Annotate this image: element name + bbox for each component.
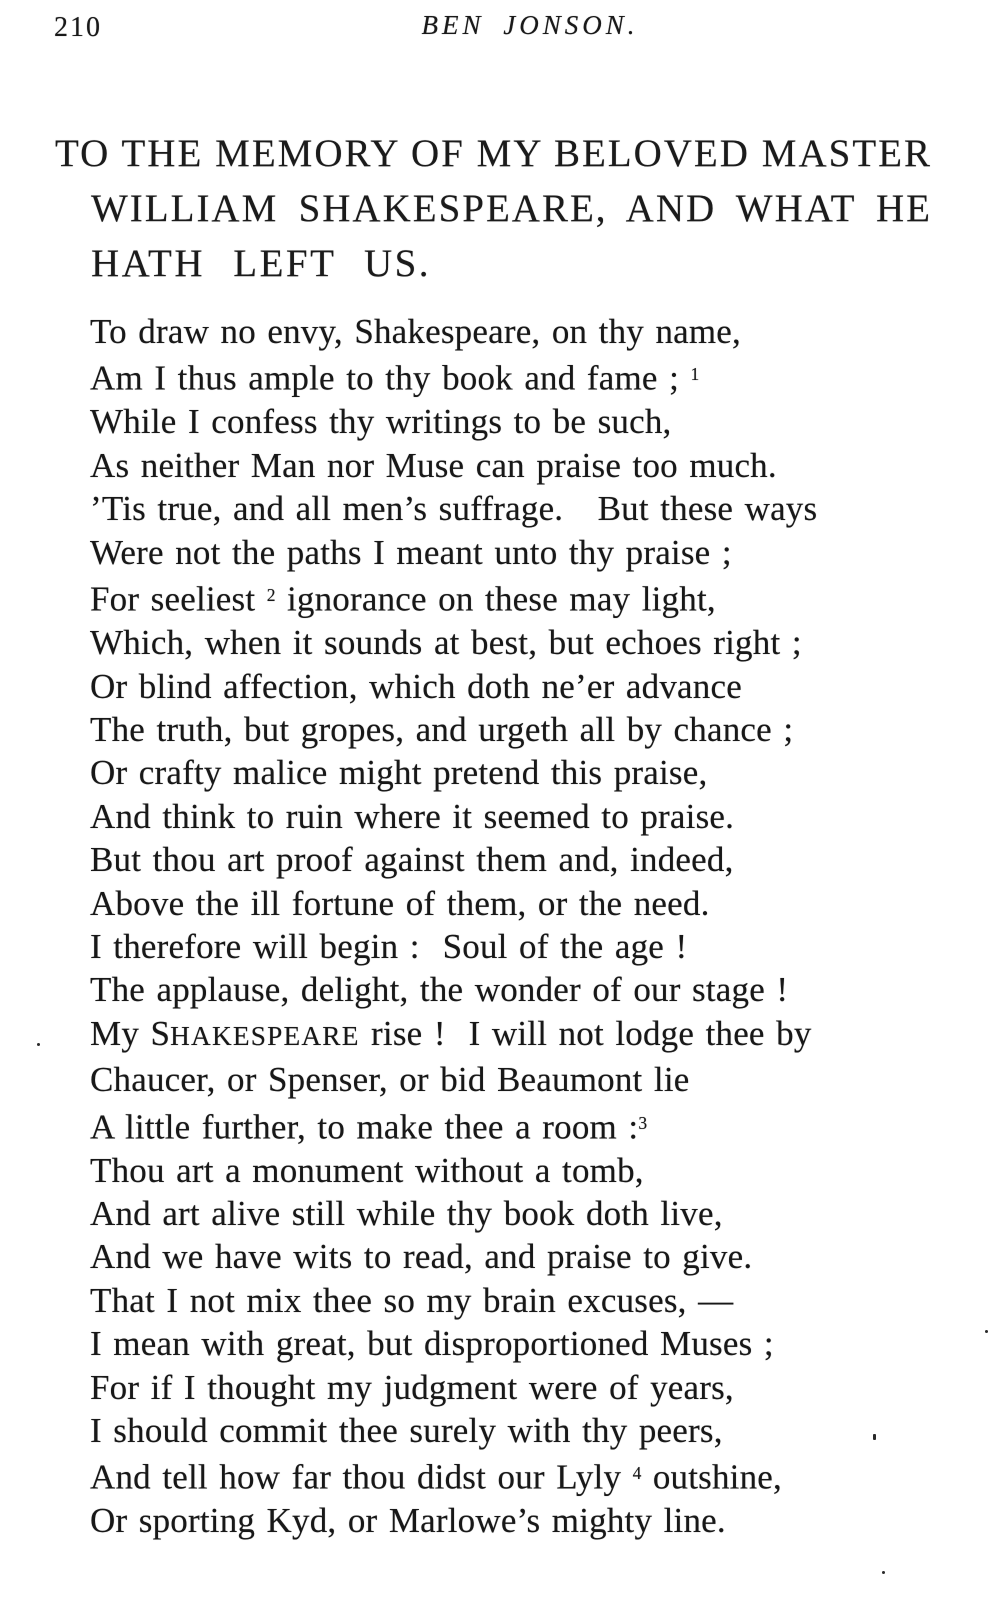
- poem-text: Which, when it sounds at best, but echoes right ;: [90, 623, 802, 663]
- poem-line: [90, 1409, 960, 1452]
- poem-line: [90, 1366, 960, 1409]
- footnote-marker: 4: [632, 1463, 642, 1484]
- poem-line: [90, 708, 960, 751]
- poem-line: [90, 400, 960, 443]
- poem-line: [90, 925, 960, 968]
- poem: [90, 310, 960, 1543]
- poem-title: [55, 126, 932, 291]
- poem-text: Thou art a monument without a tomb,: [90, 1150, 644, 1190]
- page-number: 210: [54, 12, 102, 43]
- poem-line: [90, 621, 960, 664]
- poem-line: [90, 1279, 960, 1322]
- poem-line: [90, 1149, 960, 1192]
- poem-line: [90, 1499, 960, 1542]
- poem-text: And tell how far thou didst our Lyly: [90, 1458, 633, 1498]
- poem-text: The truth, but gropes, and urgeth all by chance ;: [90, 709, 794, 749]
- poem-line: [90, 968, 960, 1011]
- running-header: [0, 10, 1000, 50]
- footnote-marker: 3: [638, 1112, 648, 1133]
- poem-text: And think to ruin where it seemed to praise.: [90, 796, 735, 836]
- poem-text: ’Tis true, and all men’s suffrage. But these ways: [90, 489, 818, 529]
- poem-line: [90, 1322, 960, 1365]
- poem-text: Were not the paths I meant unto thy praise ;: [90, 532, 732, 572]
- smallcaps-text: HAKESPEARE: [170, 1020, 360, 1051]
- poem-text: As neither Man nor Muse can praise too much.: [90, 445, 777, 485]
- poem-text: outshine,: [641, 1458, 782, 1498]
- poem-text: But thou art proof against them and, indeed,: [90, 840, 734, 880]
- poem-line: [90, 444, 960, 487]
- scan-speck: [37, 1043, 40, 1046]
- poem-text: My S: [90, 1013, 171, 1053]
- poem-line: [90, 310, 960, 353]
- poem-line: [90, 487, 960, 530]
- poem-text: A little further, to make thee a room :: [90, 1107, 639, 1147]
- poem-text: I therefore will begin : Soul of the age !: [90, 926, 688, 966]
- poem-line: [90, 882, 960, 925]
- poem-line: [90, 751, 960, 794]
- running-header-title: BEN JONSON.: [421, 10, 639, 40]
- poem-text: That I not mix thee so my brain excuses, —: [90, 1280, 734, 1320]
- poem-line: [90, 795, 960, 838]
- poem-text: rise ! I will not lodge thee by: [359, 1013, 812, 1053]
- poem-line: [90, 353, 960, 400]
- poem-text: Am I thus ample to thy book and fame ;: [90, 359, 691, 399]
- poem-text: For seeliest: [90, 579, 267, 619]
- poem-line: [90, 1192, 960, 1235]
- poem-text: Or crafty malice might pretend this praise,: [90, 753, 708, 793]
- poem-text: Chaucer, or Spenser, or bid Beaumont lie: [90, 1060, 690, 1100]
- poem-line: [90, 1235, 960, 1278]
- poem-line: [90, 1012, 960, 1058]
- poem-line: [90, 1102, 960, 1149]
- scan-speck: [985, 1330, 988, 1333]
- scan-speck: [882, 1571, 885, 1574]
- footnote-marker: 1: [690, 364, 700, 385]
- footnote-marker: 2: [266, 585, 276, 606]
- poem-text: I mean with great, but disproportioned Muses ;: [90, 1324, 774, 1364]
- poem-title-line-2: WILLIAM SHAKESPEARE, AND WHAT HE: [91, 187, 932, 230]
- scan-speck: [873, 1434, 876, 1440]
- poem-line: [90, 665, 960, 708]
- poem-line: [90, 531, 960, 574]
- poem-title-line-1: TO THE MEMORY OF MY BELOVED MASTER: [55, 132, 932, 175]
- poem-text: To draw no envy, Shakespeare, on thy name,: [90, 312, 741, 351]
- poem-text: Or sporting Kyd, or Marlowe’s mighty line.: [90, 1501, 726, 1541]
- poem-text: And we have wits to read, and praise to give.: [90, 1237, 753, 1277]
- poem-line: [90, 838, 960, 881]
- poem-text: Or blind affection, which doth ne’er advance: [90, 666, 742, 706]
- poem-text: For if I thought my judgment were of years,: [90, 1367, 734, 1407]
- poem-text: ignorance on these may light,: [275, 579, 716, 619]
- poem-text: The applause, delight, the wonder of our stage !: [90, 970, 789, 1010]
- poem-text: And art alive still while thy book doth live,: [90, 1194, 723, 1233]
- poem-line: [90, 574, 960, 621]
- poem-text: I should commit thee surely with thy peers,: [90, 1411, 723, 1451]
- poem-title-line-3: HATH LEFT US.: [91, 242, 432, 285]
- poem-text: While I confess thy writings to be such,: [90, 402, 672, 442]
- poem-line: [90, 1452, 960, 1499]
- poem-text: Above the ill fortune of them, or the need.: [90, 883, 710, 923]
- poem-line: [90, 1058, 960, 1101]
